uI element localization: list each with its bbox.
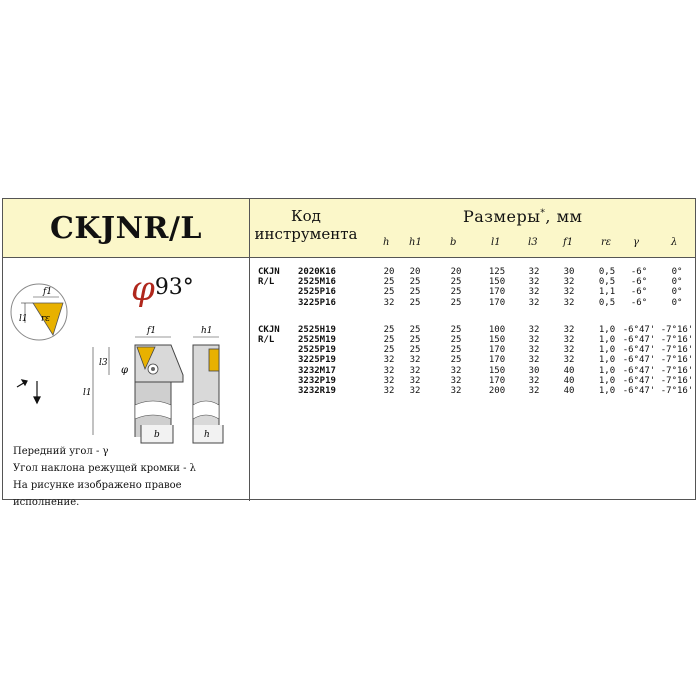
- cell-γ: -6°47': [622, 324, 656, 335]
- cell-h: 25: [383, 324, 395, 335]
- tool-code: 3232M17: [298, 365, 336, 376]
- tool-code: 2525M16: [298, 277, 336, 288]
- cell-λ: -7°16': [660, 375, 694, 386]
- diagram-panel: [3, 257, 249, 508]
- table-row: [251, 335, 695, 345]
- label-l3: l3: [99, 358, 108, 368]
- tool-code: 3225P19: [298, 355, 336, 366]
- cell-h1: 32: [409, 365, 421, 376]
- table-row: [251, 277, 695, 287]
- cell-γ: -6°47': [622, 386, 656, 396]
- cell-λ: -7°16': [660, 365, 694, 376]
- column-header-4: l3: [528, 237, 538, 248]
- divider: [249, 257, 250, 501]
- cell-f1: 32: [563, 355, 575, 366]
- cell-f1: 32: [563, 277, 575, 288]
- cell-f1: 32: [563, 297, 575, 308]
- cell-h1: 25: [409, 345, 421, 356]
- cell-γ: -6°47': [622, 355, 656, 366]
- tool-code: 2525P19: [298, 345, 336, 356]
- cell-l3: 32: [528, 355, 540, 366]
- cell-h1: 32: [409, 386, 421, 396]
- cell-b: 20: [450, 267, 462, 277]
- cell-h: 32: [383, 355, 395, 366]
- cell-b: 25: [450, 335, 462, 345]
- cell-l1: 150: [488, 277, 506, 288]
- label-l1-detail: l1: [19, 314, 28, 324]
- cell-f1: 40: [563, 375, 575, 386]
- cell-γ: -6°47': [622, 375, 656, 386]
- product-title: CKJNR/L: [3, 199, 250, 257]
- cell-f1: 30: [563, 267, 575, 277]
- cell-γ: -6°47': [622, 365, 656, 376]
- cell-h: 32: [383, 375, 395, 386]
- cell-b: 32: [450, 365, 462, 376]
- column-header-2: b: [450, 237, 457, 248]
- cell-f1: 32: [563, 335, 575, 345]
- cell-h: 32: [383, 386, 395, 396]
- cell-h1: 25: [409, 335, 421, 345]
- cell-rε: 0,5: [598, 297, 616, 308]
- note-rake-angle: Передний угол - γ: [13, 446, 109, 457]
- holder-side-view: [193, 326, 219, 437]
- notes: [13, 443, 249, 511]
- cell-h1: 32: [409, 375, 421, 386]
- column-header-7: γ: [633, 237, 639, 248]
- table-row: [251, 386, 695, 396]
- cell-γ: -6°: [630, 267, 648, 277]
- cell-f1: 32: [563, 345, 575, 356]
- cell-l1: 170: [488, 355, 506, 366]
- cell-l1: 170: [488, 297, 506, 308]
- tool-code: 2020K16: [298, 267, 336, 277]
- cell-h: 25: [383, 335, 395, 345]
- cell-l1: 150: [488, 335, 506, 345]
- table-row: [251, 355, 695, 365]
- cell-h1: 25: [409, 287, 421, 298]
- column-header-3: l1: [491, 237, 501, 248]
- cell-γ: -6°: [630, 287, 648, 298]
- cell-rε: 1,0: [598, 386, 616, 396]
- cell-λ: -7°16': [660, 355, 694, 366]
- cell-l1: 170: [488, 345, 506, 356]
- cell-f1: 40: [563, 365, 575, 376]
- code-column-header: Код инструмента: [254, 207, 358, 243]
- cell-l3: 32: [528, 335, 540, 345]
- cell-rε: 1,0: [598, 345, 616, 356]
- cell-b: 32: [450, 386, 462, 396]
- cell-λ: -7°16': [660, 386, 694, 396]
- cell-b: 25: [450, 277, 462, 288]
- table-row: [251, 376, 695, 386]
- cell-h: 20: [383, 267, 395, 277]
- cell-rε: 1,0: [598, 355, 616, 366]
- svg-text:b: b: [154, 430, 160, 440]
- cell-l1: 150: [488, 365, 506, 376]
- tool-code: 3232P19: [298, 375, 336, 386]
- tool-diagram: [3, 257, 249, 437]
- table-row: [251, 298, 695, 308]
- cell-b: 32: [450, 375, 462, 386]
- cell-l1: 200: [488, 386, 506, 396]
- cell-λ: -7°16': [660, 324, 694, 335]
- cell-h: 25: [383, 287, 395, 298]
- cell-rε: 1,0: [598, 365, 616, 376]
- label-r-detail: rε: [41, 314, 51, 324]
- note-inclination-angle: Угол наклона режущей кромки - λ: [13, 463, 196, 474]
- cell-h1: 25: [409, 297, 421, 308]
- cell-rε: 1,0: [598, 335, 616, 345]
- cell-f1: 32: [563, 287, 575, 298]
- cell-l3: 32: [528, 267, 540, 277]
- cell-λ: -7°16': [660, 335, 694, 345]
- column-header-1: h1: [409, 237, 422, 248]
- cell-rε: 1,1: [598, 287, 616, 298]
- cell-h1: 25: [409, 324, 421, 335]
- column-header-8: λ: [671, 237, 678, 248]
- label-f1: f1: [147, 326, 157, 336]
- cell-λ: -7°16': [660, 345, 694, 356]
- tool-code: 2525H19: [298, 324, 336, 335]
- label-l1: l1: [83, 388, 92, 398]
- cell-l1: 170: [488, 287, 506, 298]
- cell-rε: 0,5: [598, 267, 616, 277]
- cell-l3: 32: [528, 287, 540, 298]
- cell-l3: 32: [528, 324, 540, 335]
- cell-l3: 32: [528, 386, 540, 396]
- code-prefix: CKJN R/L: [258, 267, 280, 287]
- cell-γ: -6°47': [622, 345, 656, 356]
- tool-code: 3232R19: [298, 386, 336, 396]
- cell-h1: 20: [409, 267, 421, 277]
- column-header-0: h: [383, 237, 390, 248]
- cell-l1: 125: [488, 267, 506, 277]
- cell-l3: 32: [528, 297, 540, 308]
- holder-top-view: [83, 326, 183, 437]
- header: [3, 199, 695, 258]
- cell-b: 25: [450, 345, 462, 356]
- cell-l3: 32: [528, 345, 540, 356]
- cell-λ: 0°: [671, 297, 683, 308]
- code-prefix: CKJN R/L: [258, 324, 280, 345]
- table-row: [251, 366, 695, 376]
- cell-l3: 32: [528, 277, 540, 288]
- cell-b: 25: [450, 355, 462, 366]
- cell-h: 25: [383, 277, 395, 288]
- spec-sheet: [2, 198, 696, 508]
- cell-γ: -6°: [630, 297, 648, 308]
- cell-rε: 0,5: [598, 277, 616, 288]
- table-row: [251, 287, 695, 297]
- tool-code: 2525P16: [298, 287, 336, 298]
- cell-f1: 32: [563, 324, 575, 335]
- approach-angle: φ93°: [131, 269, 194, 309]
- cell-l1: 170: [488, 375, 506, 386]
- cell-f1: 40: [563, 386, 575, 396]
- cell-λ: 0°: [671, 267, 683, 277]
- cell-γ: -6°: [630, 277, 648, 288]
- dimensions-header: Размеры*, мм: [463, 207, 583, 226]
- tool-code: 3225P16: [298, 297, 336, 308]
- label-phi: φ: [121, 365, 129, 376]
- cell-rε: 1,0: [598, 324, 616, 335]
- cell-l3: 30: [528, 365, 540, 376]
- cell-b: 25: [450, 287, 462, 298]
- cell-b: 25: [450, 297, 462, 308]
- cell-rε: 1,0: [598, 375, 616, 386]
- column-header-6: rε: [601, 237, 612, 248]
- label-h1: h1: [201, 326, 213, 336]
- note-right-hand: На рисунке изображено правое исполнение.: [13, 480, 182, 508]
- cell-l1: 100: [488, 324, 506, 335]
- table-row: [251, 345, 695, 355]
- cell-h: 32: [383, 297, 395, 308]
- cell-l3: 32: [528, 375, 540, 386]
- cell-h: 25: [383, 345, 395, 356]
- svg-text:h: h: [204, 430, 210, 440]
- column-header-5: f1: [563, 237, 574, 248]
- label-f1-detail: f1: [43, 287, 53, 297]
- feed-direction-icon: [17, 380, 40, 403]
- cell-b: 25: [450, 324, 462, 335]
- cell-h1: 32: [409, 355, 421, 366]
- cell-h1: 25: [409, 277, 421, 288]
- cell-λ: 0°: [671, 287, 683, 298]
- cell-h: 32: [383, 365, 395, 376]
- cell-γ: -6°47': [622, 335, 656, 345]
- cell-λ: 0°: [671, 277, 683, 288]
- tool-code: 2525M19: [298, 335, 336, 345]
